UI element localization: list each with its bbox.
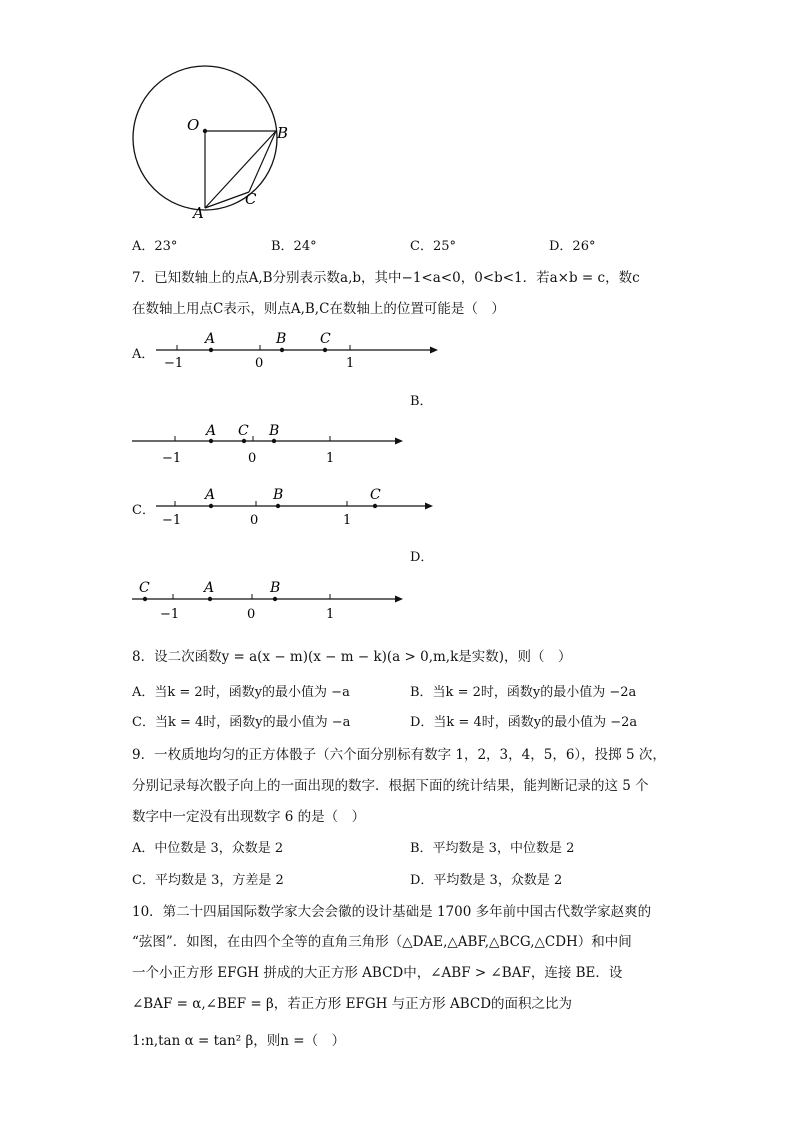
- q7-stem-line1: 7．已知数轴上的点A,B分别表示数a,b，其中−1<a<0，0<b<1．若a×b = c，数c: [132, 270, 640, 286]
- label-A: A: [193, 204, 204, 222]
- svg-text:A: A: [205, 487, 216, 503]
- q9-option-b[interactable]: B．平均数是 3，中位数是 2: [410, 841, 575, 856]
- svg-text:1: 1: [343, 513, 352, 528]
- svg-text:C: C: [238, 423, 249, 439]
- q10-stem-line5: 1:n,tan α = tan² β，则n =（ ）: [132, 1033, 346, 1049]
- tick-minus1: −1: [164, 356, 184, 371]
- q7-option-b-label[interactable]: B．: [410, 394, 433, 409]
- q9-option-d[interactable]: D．平均数是 3，众数是 2: [410, 873, 563, 888]
- q8-option-c[interactable]: C．当k = 4时，函数y的最小值为 −a: [132, 715, 351, 730]
- q8-option-a[interactable]: A．当k = 2时，函数y的最小值为 −a: [132, 685, 350, 700]
- q6-option-c[interactable]: C．25°: [410, 239, 456, 254]
- q9-stem-line1: 9．一枚质地均匀的正方体骰子（六个面分别标有数字 1，2，3，4，5，6），投掷 5 次，: [132, 747, 666, 763]
- svg-text:1: 1: [326, 451, 335, 466]
- point-C: C: [320, 331, 331, 347]
- tick-1: 1: [346, 356, 355, 371]
- svg-text:−1: −1: [160, 607, 180, 622]
- q8-stem: 8．设二次函数y = a(x − m)(x − m − k)(a > 0,m,k是实数)，则（ ）: [132, 649, 572, 665]
- label-B: B: [277, 124, 289, 142]
- q9-stem-line3: 数字中一定没有出现数字 6 的是（ ）: [132, 809, 366, 825]
- q6-option-a[interactable]: A．23°: [132, 239, 178, 254]
- q9-stem-line2: 分别记录每次骰子向上的一面出现的数字．根据下面的统计结果，能判断记录的这 5 个: [132, 778, 649, 794]
- point-A: A: [205, 331, 216, 347]
- q6-option-d[interactable]: D．26°: [549, 239, 596, 254]
- tick-0: 0: [255, 356, 264, 371]
- svg-text:−1: −1: [162, 513, 182, 528]
- q9-option-a[interactable]: A．中位数是 3，众数是 2: [132, 841, 284, 856]
- label-O: O: [187, 116, 200, 134]
- svg-text:C: C: [139, 580, 150, 596]
- svg-text:0: 0: [248, 451, 257, 466]
- q10-stem-line4: ∠BAF = α,∠BEF = β，若正方形 EFGH 与正方形 ABCD的面积之比为: [132, 996, 573, 1012]
- q7-option-a-label[interactable]: A．: [132, 347, 155, 362]
- svg-text:B: B: [269, 423, 280, 439]
- q7-option-c-label[interactable]: C．: [132, 503, 155, 518]
- svg-text:B: B: [270, 580, 281, 596]
- q8-option-b[interactable]: B．当k = 2时，函数y的最小值为 −2a: [410, 685, 637, 700]
- q6-option-b[interactable]: B．24°: [271, 239, 317, 254]
- q10-stem-line3: 一个小正方形 EFGH 拼成的大正方形 ABCD中，∠ABF > ∠BAF，连接 BE．设: [132, 965, 623, 981]
- svg-text:1: 1: [326, 607, 335, 622]
- svg-text:A: A: [206, 423, 217, 439]
- svg-text:0: 0: [250, 513, 259, 528]
- q7-stem-line2: 在数轴上用点C表示，则点A,B,C在数轴上的位置可能是（ ）: [132, 301, 505, 317]
- svg-text:A: A: [204, 580, 215, 596]
- q10-stem-line1: 10．第二十四届国际数学家大会会徽的设计基础是 1700 多年前中国古代数学家赵爽的: [132, 904, 652, 920]
- point-B: B: [276, 331, 287, 347]
- svg-text:−1: −1: [162, 451, 182, 466]
- q10-stem-line2: “弦图”．如图，在由四个全等的直角三角形（△DAE,△ABF,△BCG,△CDH）和中间: [132, 934, 632, 950]
- label-C: C: [245, 190, 257, 208]
- q8-option-d[interactable]: D．当k = 4时，函数y的最小值为 −2a: [410, 715, 638, 730]
- q7-option-d-label[interactable]: D．: [410, 550, 434, 565]
- q9-option-c[interactable]: C．平均数是 3，方差是 2: [132, 873, 284, 888]
- svg-text:0: 0: [247, 607, 256, 622]
- svg-text:C: C: [370, 487, 381, 503]
- svg-text:B: B: [273, 487, 284, 503]
